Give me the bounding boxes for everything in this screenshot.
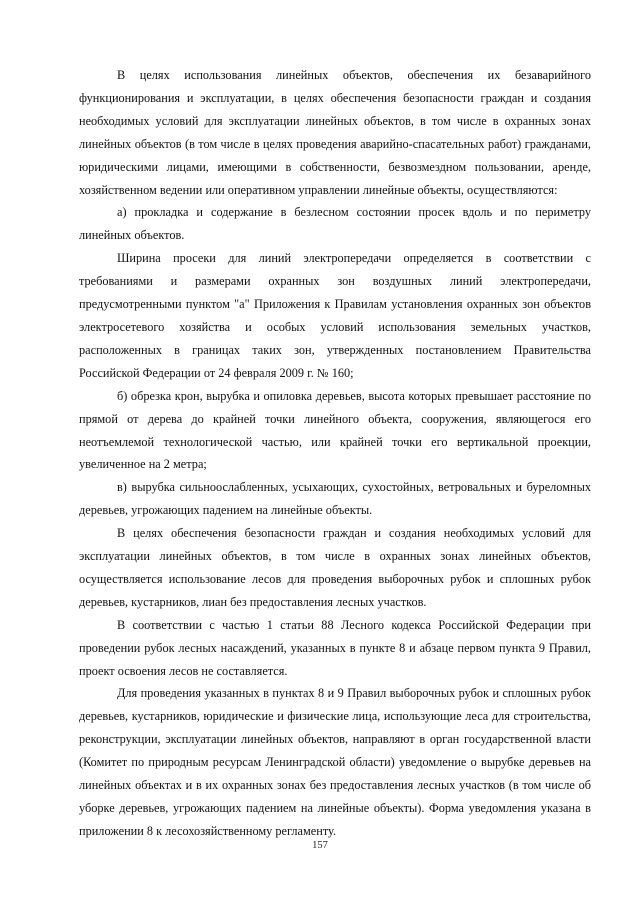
- paragraph-clearing-width: Ширина просеки для линий электропередачи определяется в соответствии с требованиями и размерами охранных зон воздушных линий электропередачи, предусмотренными пунктом "а" Приложения к Правилам установления охранных зон объектов электросетевого хозяйства и особых условий использования земельных участков, расположенных в границах таких зон, утвержденных постановлением Правительства Российской Федерации от 24 февраля 2009 г. № 160;: [79, 251, 591, 380]
- paragraph-item-v: в) вырубка сильноослабленных, усыхающих, сухостойных, ветровальных и буреломных деревьев, угрожающих падением на линейные объекты.: [79, 480, 591, 518]
- paragraph-forest-code: В соответствии с частью 1 статьи 88 Лесного кодекса Российской Федерации при проведении рубок лесных насаждений, указанных в пункте 8 и абзаце первом пункта 9 Правил, проект освоения лесов не составляется.: [79, 617, 591, 678]
- paragraph-item-a: а) прокладка и содержание в безлесном состоянии просек вдоль и по периметру линейных объектов.: [79, 205, 591, 243]
- paragraph-item-b: б) обрезка крон, вырубка и опиловка деревьев, высота которых превышает расстояние по прямой от дерева до крайней точки линейного объекта, сооружения, являющегося его неотъемлемой технологической частью, или крайней точки его вертикальной проекции, увеличенное на 2 метра;: [79, 388, 591, 472]
- page-number: 157: [312, 840, 328, 851]
- paragraph-safety-felling: В целях обеспечения безопасности граждан и создания необходимых условий для эксплуатации линейных объектов, в том числе в охранных зонах линейных объектов, осуществляется использование лесов для проведения выборочных рубок и сплошных рубок деревьев, кустарников, лиан без предоставления лесных участков.: [79, 526, 591, 609]
- paragraph-linear-objects-intro: В целях использования линейных объектов, обеспечения их безаварийного функционирования и эксплуатации, в целях обеспечения безопасности граждан и создания необходимых условий для эксплуатации линейных объектов, в том числе в охранных зонах линейных объектов (в том числе в целях проведения аварийно-спасательных работ) гражданами, юридическими лицами, имеющими в собственности, безвозмездном пользовании, аренде, хозяйственном ведении или оперативном управлении линейные объекты, осуществляются:: [79, 68, 591, 197]
- document-body: [79, 64, 591, 843]
- paragraph-notification: Для проведения указанных в пунктах 8 и 9 Правил выборочных рубок и сплошных рубок деревьев, кустарников, юридические и физические лица, использующие леса для строительства, реконструкции, эксплуатации линейных объектов, направляют в орган государственной власти (Комитет по природным ресурсам Ленинградской области) уведомление о вырубке деревьев на линейных объектах и в их охранных зонах без предоставления лесных участков (в том числе об уборке деревьев, угрожающих падением на линейные объекты). Форма уведомления указана в приложении 8 к лесохозяйственному регламенту.: [79, 686, 591, 838]
